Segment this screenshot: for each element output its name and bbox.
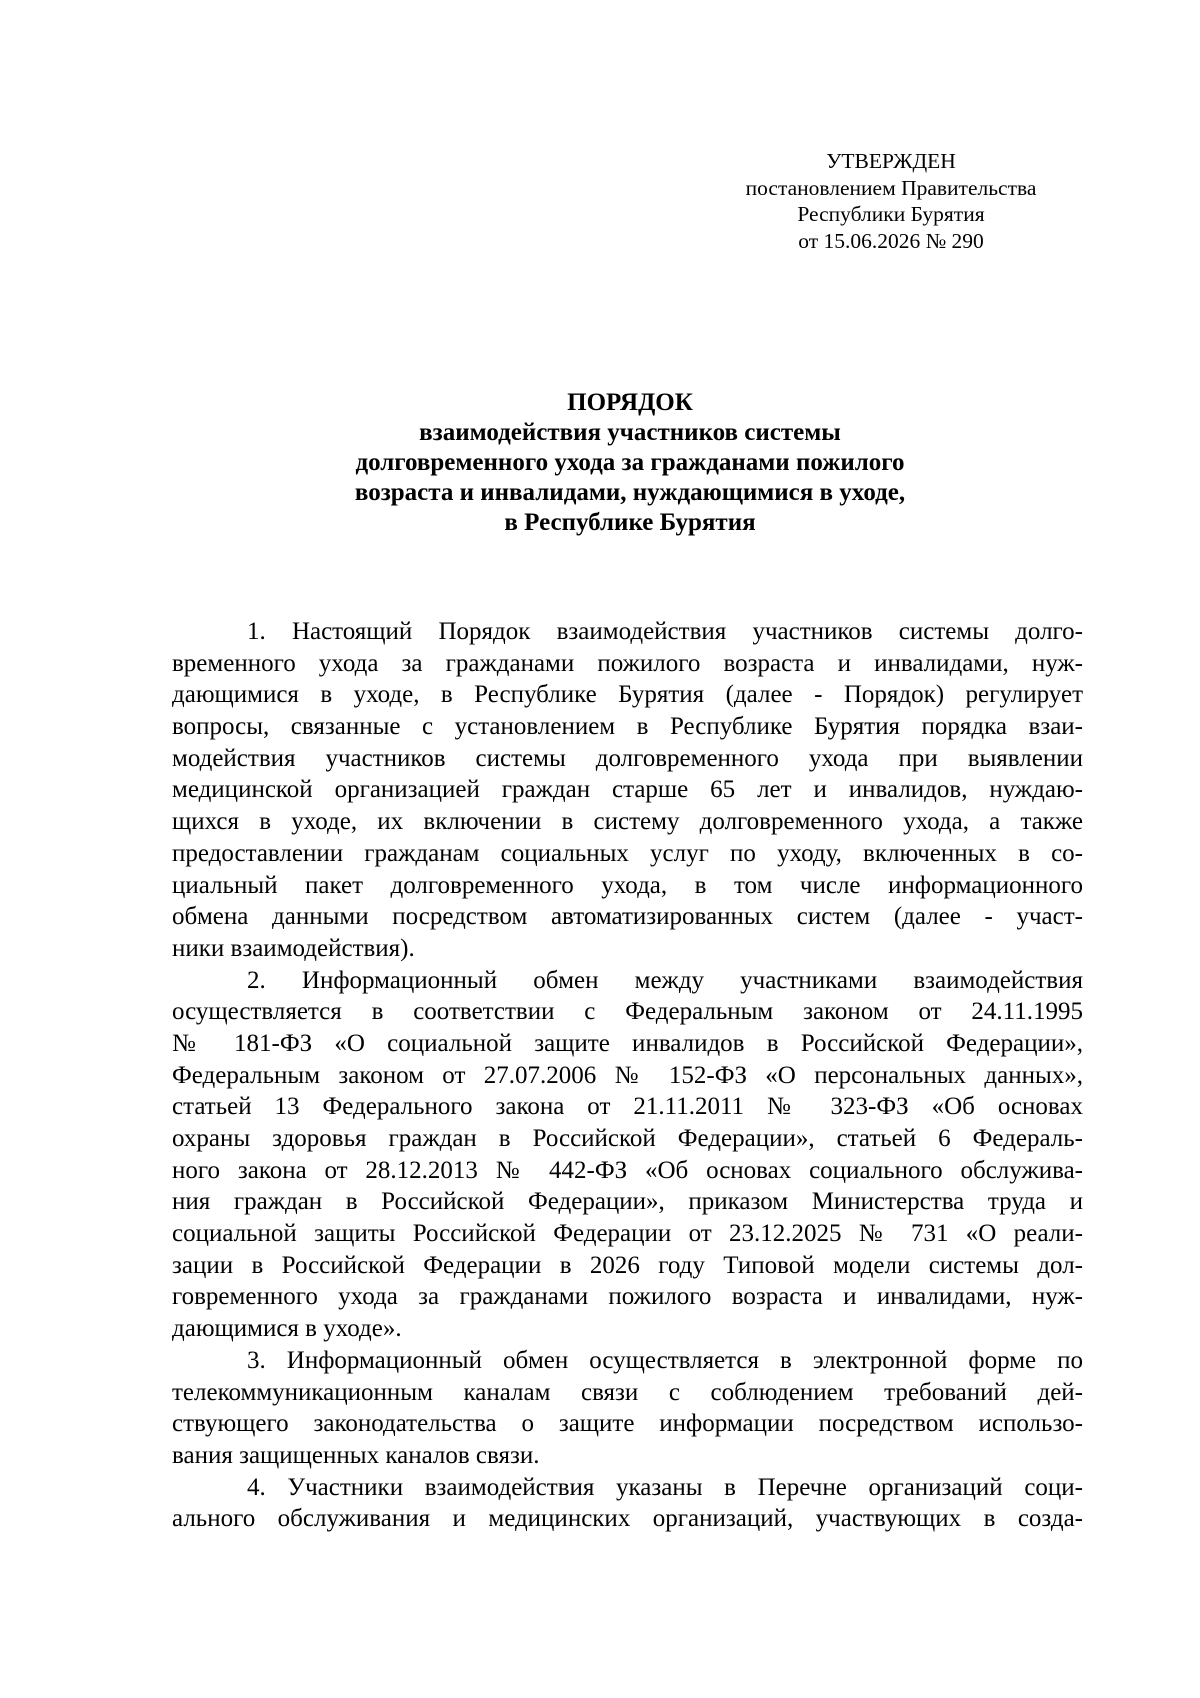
text-line: 4. Участники взаимодействия указаны в Перечне организаций соци- — [247, 1473, 1083, 1501]
approval-region: Республики Бурятия — [797, 202, 985, 226]
document-subtitle-line: возраста и инвалидами, нуждающимися в уходе, — [354, 479, 906, 506]
document-subtitle-line: долговременного ухода за гражданами пожилого — [355, 449, 905, 476]
text-line: ного закона от 28.12.2013 № 442-ФЗ «Об основах социального обслужива- — [172, 1156, 1083, 1184]
text-line: модействия участников системы долговременного ухода при выявлении — [172, 744, 1083, 772]
text-line: Федеральным законом от 27.07.2006 № 152-ФЗ «О персональных данных», — [172, 1061, 1083, 1089]
text-line: охраны здоровья граждан в Российской Федерации», статьей 6 Федераль- — [172, 1125, 1083, 1152]
approval-date-number: от 15.06.2026 № 290 — [798, 228, 984, 253]
text-line: статьей 13 Федерального закона от 21.11.2011 № 323-ФЗ «Об основах — [172, 1093, 1083, 1121]
text-line: дающимися в уходе». — [172, 1315, 402, 1343]
text-line: телекоммуникационным каналам связи с соблюдением требований дей- — [172, 1378, 1083, 1406]
text-line: социальной защиты Российской Федерации от 23.12.2025 № 731 «О реали- — [172, 1220, 1083, 1248]
text-line: зации в Российской Федерации в 2026 году Типовой модели системы дол- — [172, 1251, 1083, 1279]
approval-authority: постановлением Правительства — [745, 175, 1037, 200]
text-line: 3. Информационный обмен осуществляется в электронной форме по — [247, 1346, 1083, 1374]
text-line: ального обслуживания и медицинских организаций, участвующих в созда- — [172, 1505, 1083, 1533]
document-subtitle-line: взаимодействия участников системы — [419, 419, 841, 446]
text-line: временного ухода за гражданами пожилого возраста и инвалидами, нуж- — [172, 649, 1083, 677]
text-line: ники взаимодействия). — [172, 934, 415, 962]
approval-title: УТВЕРЖДЕН — [826, 149, 956, 173]
text-line: осуществляется в соответствии с Федеральным законом от 24.11.1995 — [172, 998, 1083, 1026]
text-line: циальный пакет долговременного ухода, в том числе информационного — [172, 871, 1083, 899]
document-subtitle-line: в Республике Бурятия — [504, 509, 756, 536]
text-line: вопросы, связанные с установлением в Республике Бурятия порядка взаи- — [172, 713, 1083, 741]
text-line: дающимися в уходе, в Республике Бурятия (далее - Порядок) регулирует — [172, 681, 1083, 709]
text-line: ствующего законодательства о защите информации посредством использо- — [172, 1410, 1083, 1438]
text-line: 2. Информационный обмен между участниками взаимодействия — [247, 966, 1083, 994]
document-title-block — [170, 388, 1090, 538]
paragraph-2 — [172, 965, 1083, 1345]
text-line: обмена данными посредством автоматизированных систем (далее - участ- — [172, 903, 1083, 931]
paragraph-1 — [172, 616, 1083, 965]
text-line: 1. Настоящий Порядок взаимодействия участников системы долго- — [247, 618, 1083, 645]
text-line: щихся в уходе, их включении в систему долговременного ухода, а также — [172, 808, 1083, 836]
document-heading: ПОРЯДОК — [567, 389, 693, 416]
text-line: ния граждан в Российской Федерации», приказом Министерства труда и — [172, 1188, 1083, 1216]
approval-stamp-block — [700, 148, 1082, 254]
text-line: вания защищенных каналов связи. — [172, 1441, 540, 1469]
paragraph-3 — [172, 1345, 1083, 1472]
document-body — [172, 616, 1083, 1535]
text-line: говременного ухода за гражданами пожилого возраста и инвалидами, нуж- — [172, 1283, 1083, 1311]
text-line: медицинской организацией граждан старше 65 лет и инвалидов, нуждаю- — [172, 776, 1083, 804]
text-line: № 181-ФЗ «О социальной защите инвалидов в Российской Федерации», — [172, 1029, 1083, 1057]
paragraph-4 — [172, 1472, 1083, 1535]
text-line: предоставлении гражданам социальных услуг по уходу, включенных в со- — [172, 839, 1083, 867]
